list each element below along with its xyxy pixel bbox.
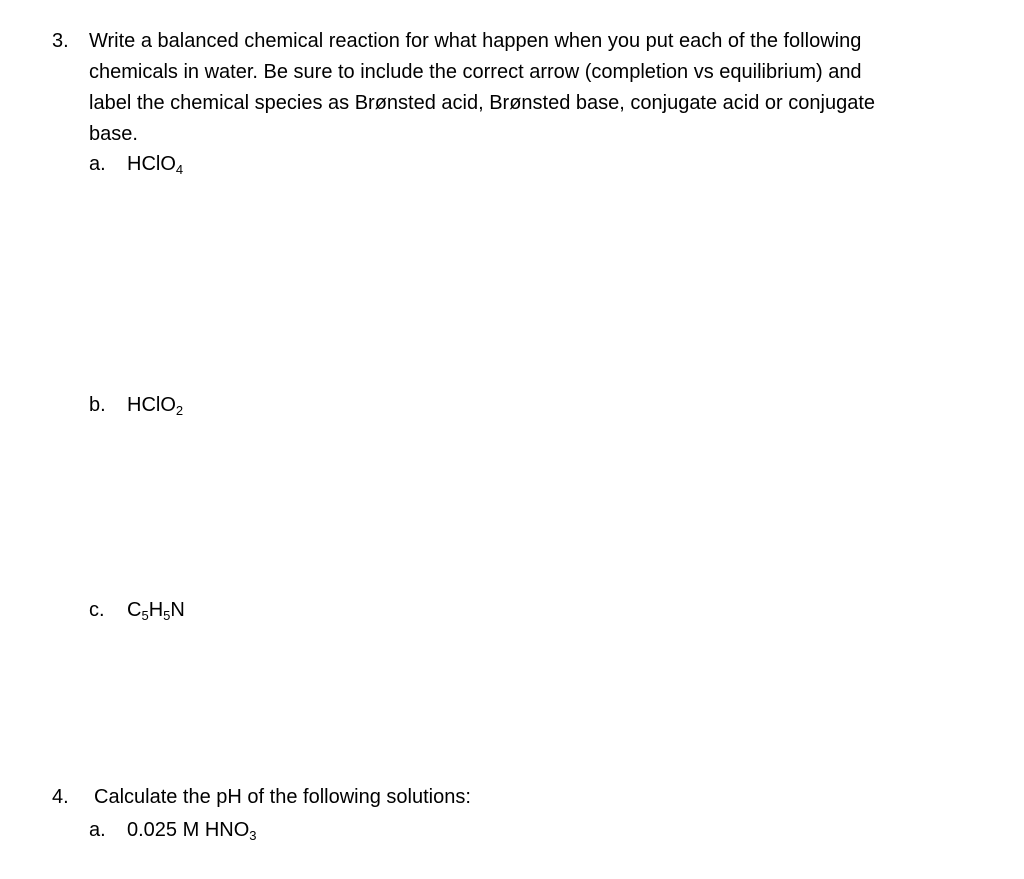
formula-subscript: 5 xyxy=(163,608,171,623)
question-prompt xyxy=(89,26,969,150)
chemical-formula xyxy=(127,394,183,416)
formula-subscript: 2 xyxy=(175,403,184,418)
formula-text: HClO xyxy=(127,153,176,175)
question-prompt: Calculate the pH of the following solutions: xyxy=(94,786,471,808)
prompt-line: label the chemical species as Brønsted acid, Brønsted base, conjugate acid or conjugate xyxy=(89,92,875,114)
subquestion-letter: a. xyxy=(89,819,106,841)
subquestion-a xyxy=(89,153,184,177)
formula-text: H xyxy=(148,599,164,621)
prompt-line: base. xyxy=(89,123,138,145)
subquestion-b xyxy=(89,394,184,418)
formula-text: N xyxy=(170,599,185,621)
prompt-line: chemicals in water. Be sure to include the correct arrow (completion vs equilibrium) and xyxy=(89,61,862,83)
chemical-formula xyxy=(127,819,257,841)
question-number: 4. xyxy=(52,786,69,808)
subquestion-a xyxy=(89,819,257,843)
subquestion-letter: b. xyxy=(89,394,106,416)
formula-subscript: 4 xyxy=(175,162,184,177)
formula-subscript: 3 xyxy=(249,828,257,843)
question-number: 3. xyxy=(52,30,69,52)
prompt-line: Write a balanced chemical reaction for what happen when you put each of the following xyxy=(89,30,862,52)
chemical-formula xyxy=(127,599,185,621)
formula-text: HClO xyxy=(127,394,176,416)
subquestion-letter: a. xyxy=(89,153,106,175)
formula-text: 0.025 M HNO xyxy=(127,819,250,841)
chemical-formula xyxy=(127,153,183,175)
formula-text: C xyxy=(127,599,142,621)
subquestion-letter: c. xyxy=(89,599,105,621)
formula-subscript: 5 xyxy=(141,608,149,623)
subquestion-c xyxy=(89,599,185,623)
